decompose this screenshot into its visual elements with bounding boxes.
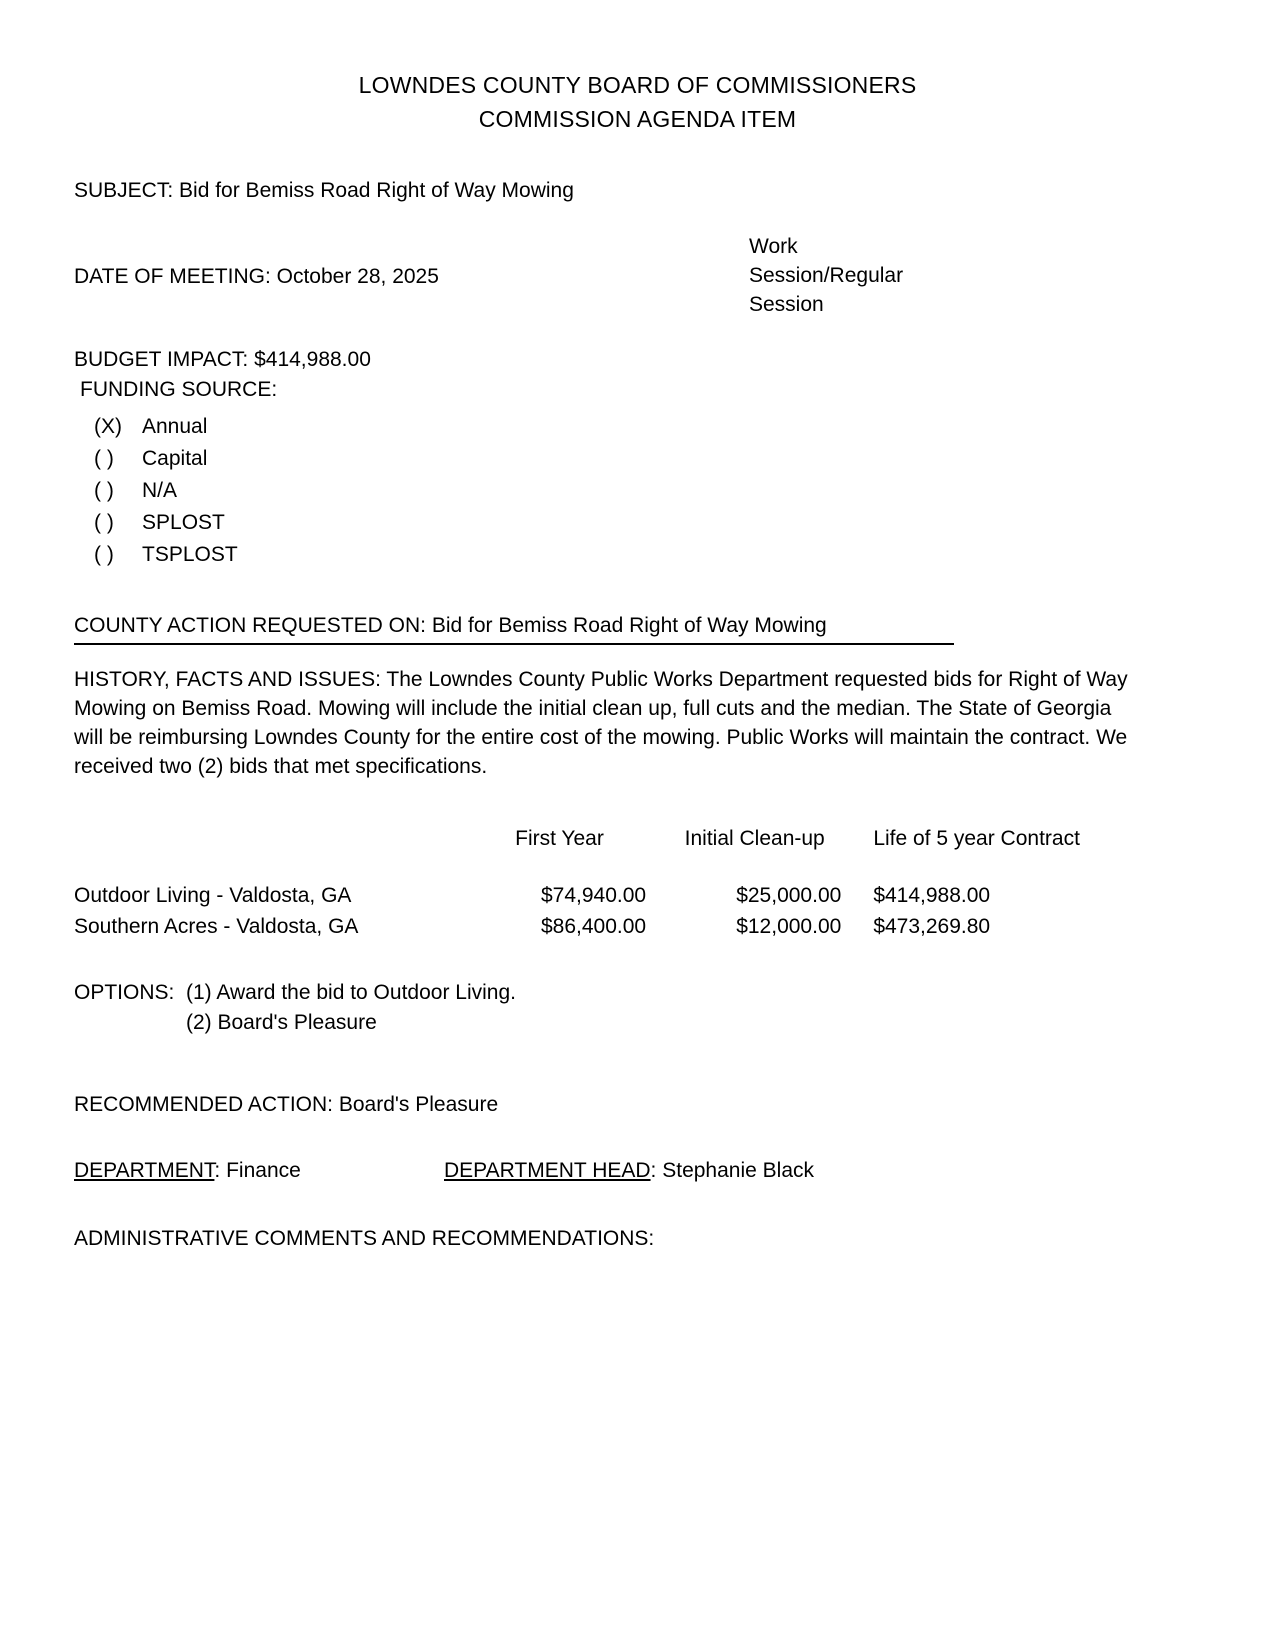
- county-action-value: Bid for Bemiss Road Right of Way Mowing: [431, 614, 827, 637]
- budget-impact-value: $414,988.00: [254, 348, 371, 371]
- bid-vendor-name: Outdoor Living - Valdosta, GA: [74, 884, 352, 907]
- meeting-type-lines: [749, 232, 1201, 319]
- history-label: HISTORY, FACTS AND ISSUES:: [74, 668, 381, 691]
- funding-option-capital[interactable]: [94, 443, 1201, 475]
- budget-impact-row: [74, 345, 1201, 375]
- county-action-requested-row: [74, 611, 954, 641]
- recommended-action-row: [74, 1090, 1201, 1120]
- document-body: [0, 176, 1275, 1254]
- meeting-date-field: [74, 232, 749, 292]
- funding-option-tsplost[interactable]: [94, 539, 1201, 571]
- department-head-field: [444, 1156, 1201, 1186]
- bid-life-of-contract-amount: $473,269.80: [873, 915, 991, 938]
- meeting-type-line-2: Session/Regular: [749, 264, 904, 287]
- column-header-initial-cleanup: Initial Clean-up: [684, 827, 825, 850]
- meeting-type-block: [749, 176, 1201, 205]
- meeting-date-spacer-top: [74, 232, 749, 262]
- department-head-label: DEPARTMENT HEAD: [444, 1159, 651, 1182]
- funding-checkbox-capital[interactable]: ( ): [94, 447, 114, 470]
- meeting-type-line-3: Session: [749, 293, 824, 316]
- department-head-value: Stephanie Black: [662, 1159, 815, 1182]
- meeting-date-line: [74, 262, 749, 292]
- funding-source-options: [74, 411, 1201, 571]
- table-header-row: [74, 823, 1084, 880]
- header-line-agenda-item: COMMISSION AGENDA ITEM: [478, 106, 797, 132]
- subject-label: SUBJECT:: [74, 179, 174, 202]
- bid-life-of-contract-amount: $414,988.00: [873, 884, 991, 907]
- history-text: The Lowndes County Public Works Department requested bids for Right of Way Mowing on Bemiss Road. Mowing will include the initial clean up, full cuts and the median. The State of Georgia will be reimbursing Lowndes County for the entire cost of the mowing. Public Works will maintain the contract. We received two (2) bids that met specifications.: [74, 668, 1128, 778]
- county-action-label: COUNTY ACTION REQUESTED ON:: [74, 614, 426, 637]
- county-action-underline: [74, 643, 954, 645]
- table-row: [74, 911, 1084, 942]
- bid-first-year-amount: $86,400.00: [540, 915, 647, 938]
- funding-label-annual: Annual: [142, 415, 208, 438]
- bid-first-year-amount: $74,940.00: [540, 884, 647, 907]
- spacer: [74, 319, 1201, 345]
- funding-option-annual[interactable]: [94, 411, 1201, 443]
- funding-label-tsplost: TSPLOST: [142, 543, 238, 566]
- department-field: [74, 1156, 444, 1186]
- administrative-comments-label: ADMINISTRATIVE COMMENTS AND RECOMMENDATIONS:: [74, 1227, 655, 1250]
- bid-comparison-table: [74, 823, 1084, 942]
- funding-checkbox-annual[interactable]: (X): [94, 415, 122, 438]
- options-item-1: (1) Award the bid to Outdoor Living.: [186, 981, 516, 1004]
- meeting-date-row: [74, 232, 1201, 319]
- funding-checkbox-na[interactable]: ( ): [94, 479, 114, 502]
- column-header-first-year: First Year: [515, 827, 604, 850]
- header-line-board-name: LOWNDES COUNTY BOARD OF COMMISSIONERS: [358, 72, 917, 98]
- funding-label-capital: Capital: [142, 447, 208, 470]
- funding-option-splost[interactable]: [94, 507, 1201, 539]
- subject-and-meeting-type-row: [74, 176, 1201, 206]
- department-value: Finance: [226, 1159, 301, 1182]
- funding-checkbox-tsplost[interactable]: ( ): [94, 543, 114, 566]
- bid-table-header: [74, 823, 1084, 880]
- subject-row: [74, 176, 749, 206]
- options-first-line: [74, 978, 1201, 1008]
- spacer: [74, 206, 1201, 232]
- funding-checkbox-splost[interactable]: ( ): [94, 511, 114, 534]
- department-row: [74, 1156, 1201, 1186]
- meeting-date-value: October 28, 2025: [276, 265, 439, 288]
- funding-label-splost: SPLOST: [142, 511, 225, 534]
- history-facts-issues-paragraph: [74, 665, 1144, 781]
- subject-value: Bid for Bemiss Road Right of Way Mowing: [179, 179, 574, 202]
- options-section: [74, 978, 1201, 1038]
- meeting-date-label: DATE OF MEETING:: [74, 265, 271, 288]
- budget-impact-label: BUDGET IMPACT:: [74, 348, 249, 371]
- bid-table-body: [74, 880, 1084, 942]
- department-separator: :: [214, 1159, 221, 1182]
- options-item-2: (2) Board's Pleasure: [186, 1011, 377, 1034]
- document-header: [0, 0, 1275, 136]
- options-label: OPTIONS:: [74, 981, 175, 1004]
- column-header-life-of-contract: Life of 5 year Contract: [873, 827, 1080, 850]
- recommended-action-value: Board's Pleasure: [338, 1093, 499, 1116]
- bid-initial-cleanup-amount: $12,000.00: [736, 915, 842, 938]
- meeting-type-line-1: Work: [749, 235, 798, 258]
- funding-label-na: N/A: [142, 479, 178, 502]
- recommended-action-label: RECOMMENDED ACTION:: [74, 1093, 334, 1116]
- department-head-separator: :: [650, 1159, 657, 1182]
- table-row: [74, 880, 1084, 911]
- column-header-vendor: [74, 823, 473, 880]
- funding-option-na[interactable]: [94, 475, 1201, 507]
- funding-source-label: FUNDING SOURCE:: [80, 378, 278, 401]
- bid-vendor-name: Southern Acres - Valdosta, GA: [74, 915, 359, 938]
- bid-initial-cleanup-amount: $25,000.00: [736, 884, 842, 907]
- department-label: DEPARTMENT: [74, 1159, 215, 1182]
